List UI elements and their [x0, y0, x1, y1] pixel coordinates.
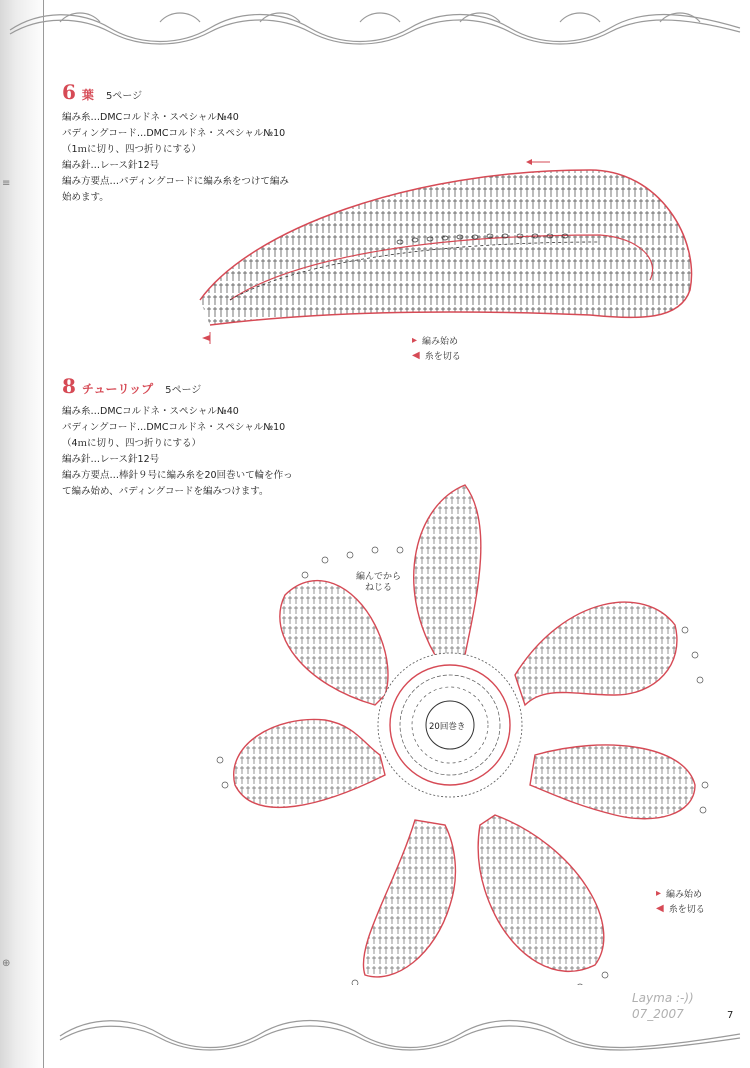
leaf-legend	[412, 333, 461, 363]
triangle-icon: ◀	[412, 350, 420, 361]
watermark-line: Layma :-))	[632, 991, 694, 1005]
section-leaf-heading	[62, 80, 289, 104]
legend-cut	[656, 901, 705, 916]
binding-line	[43, 0, 44, 1068]
arrow-icon: ▸	[412, 335, 418, 346]
legend-start	[412, 333, 461, 348]
section-tulip-number: 8	[62, 374, 76, 398]
twist-note	[356, 572, 401, 594]
section-tulip-title: チューリップ	[81, 382, 154, 396]
book-binding	[0, 0, 46, 1068]
section-leaf-number: 6	[62, 80, 76, 104]
instruction-line: 編み針…レース針12号	[62, 160, 160, 171]
instruction-line: パディングコード…DMCコルドネ・スペシャル№10	[62, 422, 286, 433]
instruction-line: て編み始め、パディングコードを編みつけます。	[62, 486, 269, 497]
instruction-line: 編み糸…DMCコルドネ・スペシャル№40	[62, 406, 239, 417]
instruction-line: （4ｍに切り、四つ折りにする）	[62, 438, 202, 449]
section-leaf-page-ref: 5ページ	[105, 91, 143, 102]
instruction-line: パディングコード…DMCコルドネ・スペシャル№10	[62, 128, 286, 139]
instruction-line: 編み針…レース針12号	[62, 454, 160, 465]
center-ring-label: 20回巻き	[429, 722, 466, 732]
decorative-top-border	[0, 0, 750, 46]
legend-start-label: 編み始め	[666, 890, 703, 900]
tulip-legend	[656, 886, 705, 916]
twist-note-line: 編んでから	[356, 572, 402, 582]
instruction-line: 編み方要点…パディングコードに編み糸をつけて編み	[62, 176, 289, 187]
instruction-line: 編み糸…DMCコルドネ・スペシャル№40	[62, 112, 239, 123]
triangle-icon: ◀	[656, 903, 664, 914]
leaf-crochet-diagram	[170, 150, 710, 350]
watermark-line: 07_2007	[632, 1007, 684, 1021]
section-tulip-heading	[62, 374, 293, 398]
section-leaf-title: 葉	[81, 88, 94, 102]
edge-mark-bottom: ⊕	[2, 958, 11, 969]
decorative-bottom-border	[0, 1016, 750, 1062]
instruction-line: 始めます。	[62, 192, 109, 203]
page-number: 7	[727, 1010, 734, 1021]
section-tulip-page-ref: 5ページ	[165, 385, 202, 396]
instruction-line: （1ｍに切り、四つ折りにする）	[62, 144, 202, 155]
legend-cut-label: 糸を切る	[424, 352, 461, 362]
legend-start-label: 編み始め	[422, 337, 459, 347]
edge-mark-top: ≡	[2, 178, 11, 189]
arrow-icon: ▸	[656, 888, 662, 899]
legend-cut	[412, 348, 461, 363]
instruction-line: 編み方要点…棒針９号に編み糸を20回巻いて輪を作っ	[62, 470, 293, 481]
legend-cut-label: 糸を切る	[668, 905, 705, 915]
twist-note-line: ねじる	[365, 583, 393, 593]
legend-start	[656, 886, 705, 901]
